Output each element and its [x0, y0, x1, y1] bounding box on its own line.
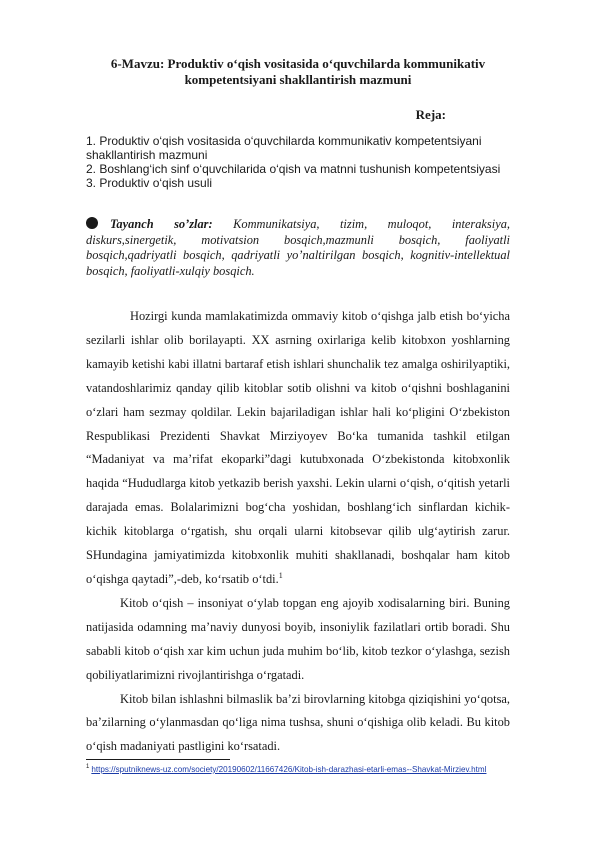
plan-item-3: 3. Produktiv o‘qish usuli — [86, 176, 213, 190]
body-text — [86, 305, 510, 759]
plan-list — [86, 134, 510, 190]
paragraph-2: Kitob o‘qish – insoniyat o‘ylab topgan eng ajoyib xodisalarning biri. Buning natijasida odamning ma’naviy dunyosi boyib, insoniylik fazilatlari ortib boradi. Shu sababli kitob o‘qish xar kim uchun juda muhim bo‘lib, kitob tezkor o‘ylashga, sezish qobiliyatlarimizni rivojlantirishga o‘rgatadi. — [86, 595, 510, 682]
footnote — [86, 764, 556, 776]
paragraph-3: Kitob bilan ishlashni bilmaslik ba’zi birovlarning kitobga qiziqishini yo‘qotsa, ba’zilarning o‘ylanmasdan qo‘liga nima tushsa, shuni o‘qishiga olib keladi. Bu kitob o‘qish madaniyati pastligini ko‘rsatadi. — [86, 691, 510, 754]
keywords-label: Tayanch so’zlar: — [110, 217, 213, 231]
footnote-number: 1 — [86, 764, 90, 771]
document-title: 6-Mavzu: Produktiv o‘qish vositasida o‘quvchilarda kommunikativ kompetentsiyani shakllantirish mazmuni — [110, 56, 486, 87]
paragraph-1 — [86, 305, 510, 592]
plan-heading: Reja: — [415, 107, 446, 122]
paragraph-1-text: Hozirgi kunda mamlakatimizda ommaviy kitob o‘qishga jalb etish bo‘yicha sezilarli ishlar olib borilayapti. XX asrning oxirlariga kelib kitobxon yoshlarning kamayib ketishi kabi illatni bartaraf etish ishlari shunchalik tez amalga oshirilyaptiki, vatandoshlarimiz qanday qilib kitoblar sotib olishni va kitob o‘qishni boshlaganini o‘zlari ham sezmay qoldilar. Lekin bajariladigan ishlar hali ko‘pligini O‘zbekiston Respublikasi Prezidenti Shavkat Mirziyoyev Bo‘ka tumanida tashkil etilgan “Madaniyat va ma’rifat ekoparki”dagi kutubxonada O‘zbekistonda kitobxonlik haqida “Hududlarga kitob yetkazib berish yaxshi. Lekin ularni o‘qish, o‘qitish yetarli darajada emas. Bolalarimizni bog‘cha yoshidan, boshlang‘ich sinflardan kichik-kichik kitoblarga o‘rgatish, shu orqali ularni kitobsevar qilib ulg‘aytirish zarur. SHundagina jamiyatimizda kitobxonlik muhiti shakllanadi, boshqalar ham kitob o‘qishga qaytadi”,-deb, ko‘rsatib o‘tdi. — [86, 309, 510, 586]
bullet-icon — [86, 217, 98, 229]
footnote-link[interactable]: https://sputniknews-uz.com/society/20190602/11667426/Kitob-ish-darazhasi-etarli-emas--Shavkat-Mirziev.html — [91, 765, 487, 774]
footnote-divider — [86, 759, 230, 760]
plan-item-2: 2. Boshlang‘ich sinf o‘quvchilarida o‘qish va matnni tushunish kompetentsiyasi — [86, 162, 501, 176]
keywords-text: Kommunikatsiya, tizim, muloqot, interaksiya, diskurs,sinergetik, motivatsion bosqich,mazmunli bosqich, faoliyatli bosqich,qadriyatli bosqich, qadriyatli yo’naltirilgan bosqich, kognitiv-intellektual bosqich, faoliyatli-xulqiy bosqich. — [86, 217, 510, 278]
plan-item-1: 1. Produktiv o‘qish vositasida o‘quvchilarda kommunikativ kompetentsiyani shakllantirish mazmuni — [86, 134, 482, 162]
keywords-block — [86, 217, 510, 279]
footnote-reference[interactable]: 1 — [278, 570, 283, 580]
